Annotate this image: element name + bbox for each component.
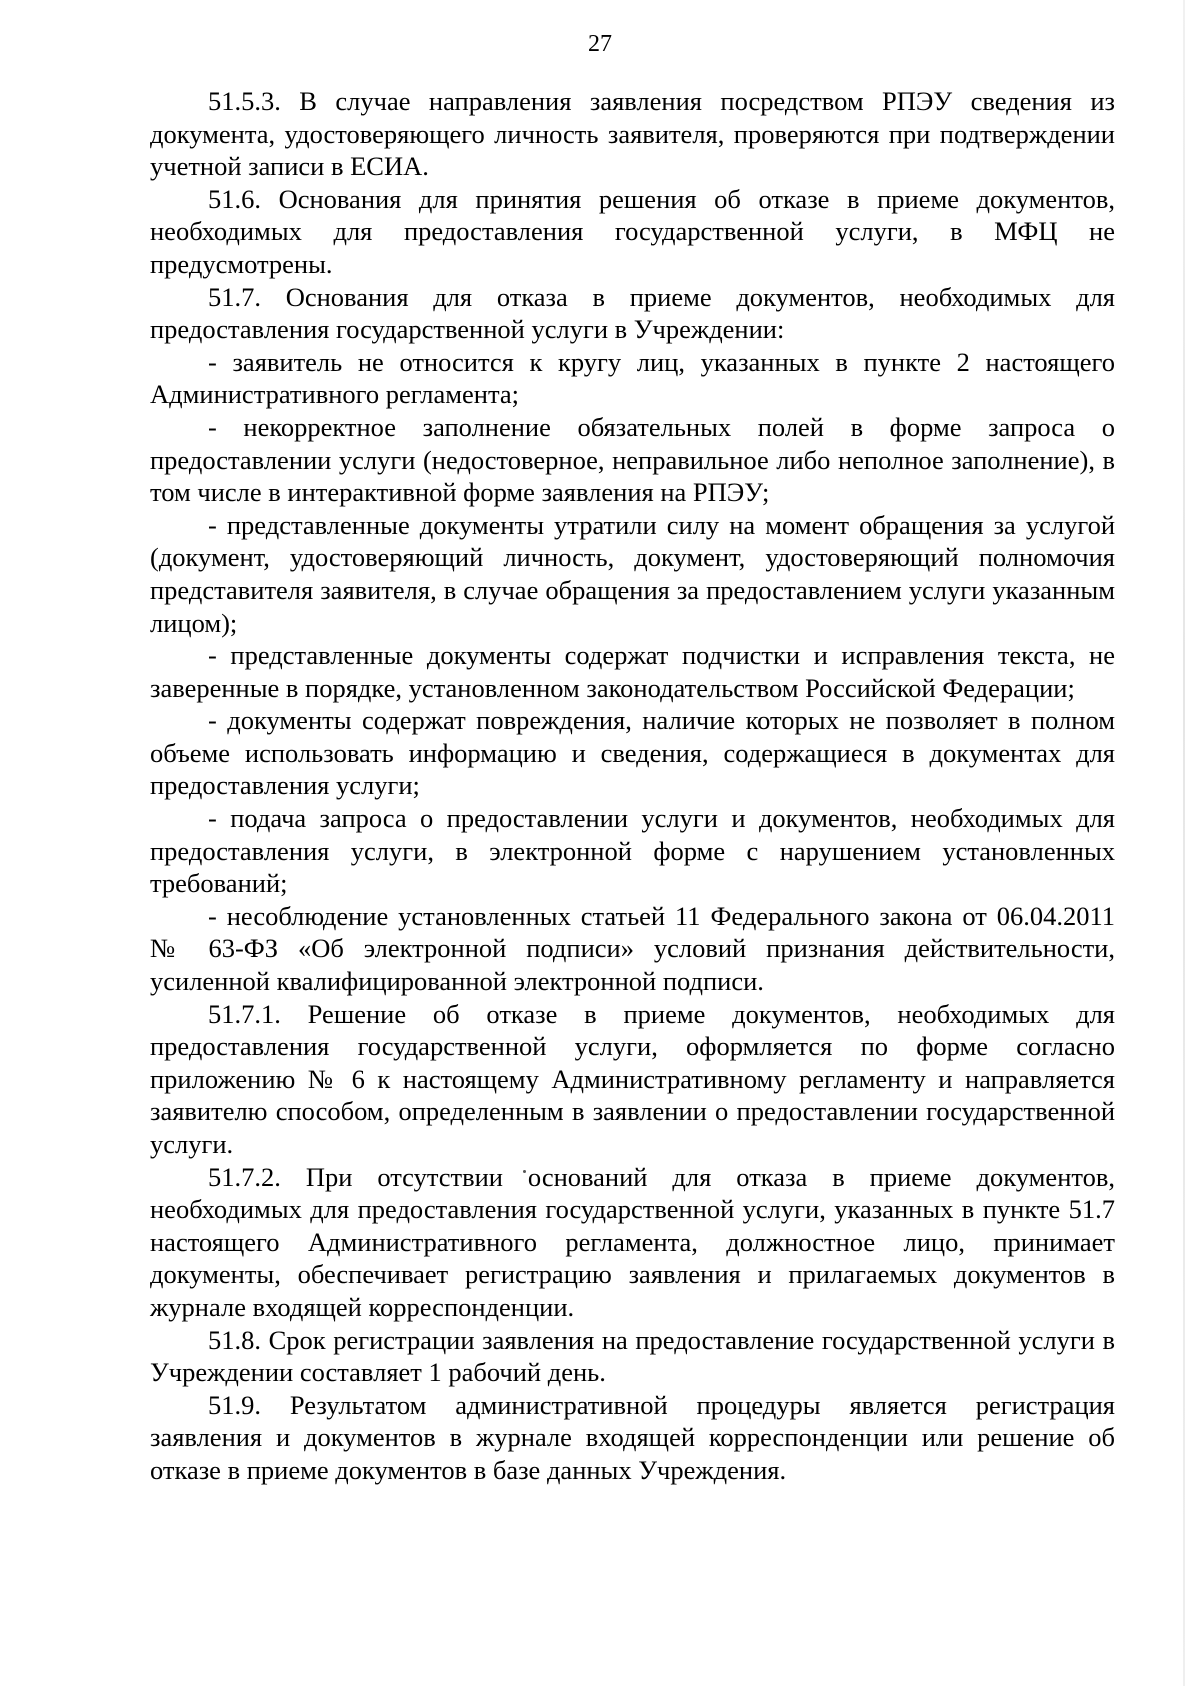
- list-item-incorrect-fields: - некорректное заполнение обязательных полей в форме запроса о предоставлении услуги (недостоверное, неправильное либо неполное заполнение), в том числе в интерактивной форме заявления на РПЭУ;: [150, 411, 1115, 508]
- list-item-signature-conditions: - несоблюдение установленных статьей 11 Федерального закона от 06.04.2011 № 63-ФЗ «Об электронной подписи» условий признания действительности, усиленной квалифицированной электронной подписи.: [150, 900, 1115, 997]
- list-item-damaged-documents: - документы содержат повреждения, наличие которых не позволяет в полном объеме использовать информацию и сведения, содержащиеся в документах для предоставления услуги;: [150, 705, 1115, 801]
- list-item-applicant-scope: - заявитель не относится к кругу лиц, указанных в пункте 2 настоящего Административного регламента;: [150, 346, 1115, 410]
- list-item-expired-documents: - представленные документы утратили силу на момент обращения за услугой (документ, удостоверяющий личность, документ, удостоверяющий полномочия представителя заявителя, в случае обращения за предоставлением услуги указанным лицом);: [150, 509, 1115, 638]
- page-number: 27: [588, 31, 612, 57]
- scan-edge-line: [1183, 0, 1185, 1686]
- paragraph-51-7-1: 51.7.1. Решение об отказе в приеме документов, необходимых для предоставления государственной услуги, оформляется по форме согласно приложению № 6 к настоящему Административному регламенту и направляется заявителю способом, определенным в заявлении о предоставлении государственной услуги.: [150, 998, 1115, 1159]
- paragraph-51-5-3: 51.5.3. В случае направления заявления посредством РПЭУ сведения из документа, удостоверяющего личность заявителя, проверяются при подтверждении учетной записи в ЕСИА.: [150, 86, 1115, 182]
- paragraph-51-7: 51.7. Основания для отказа в приеме документов, необходимых для предоставления государственной услуги в Учреждении:: [150, 281, 1115, 345]
- list-item-corrections: - представленные документы содержат подчистки и исправления текста, не заверенные в порядке, установленном законодательством Российской Федерации;: [150, 640, 1115, 703]
- paragraph-51-9: 51.9. Результатом административной процедуры является регистрация заявления и документов в журнале входящей корреспонденции или решение об отказе в приеме документов в базе данных Учреждения.: [150, 1389, 1115, 1485]
- paragraph-51-7-2: 51.7.2. При отсутствии оснований для отказа в приеме документов, необходимых для предоставления государственной услуги, указанных в пункте 51.7 настоящего Административного регламента, должностное лицо, принимает документы, обеспечивает регистрацию заявления и прилагаемых документов в журнале входящей корреспонденции.: [150, 1161, 1115, 1322]
- document-body: [150, 85, 1115, 1487]
- paragraph-51-6: 51.6. Основания для принятия решения об отказе в приеме документов, необходимых для предоставления государственной услуги, в МФЦ не предусмотрены.: [150, 183, 1115, 279]
- list-item-electronic-violations: - подача запроса о предоставлении услуги и документов, необходимых для предоставления услуги, в электронной форме с нарушением установленных требований;: [150, 803, 1115, 899]
- paragraph-51-8: 51.8. Срок регистрации заявления на предоставление государственной услуги в Учреждении составляет 1 рабочий день.: [150, 1324, 1115, 1388]
